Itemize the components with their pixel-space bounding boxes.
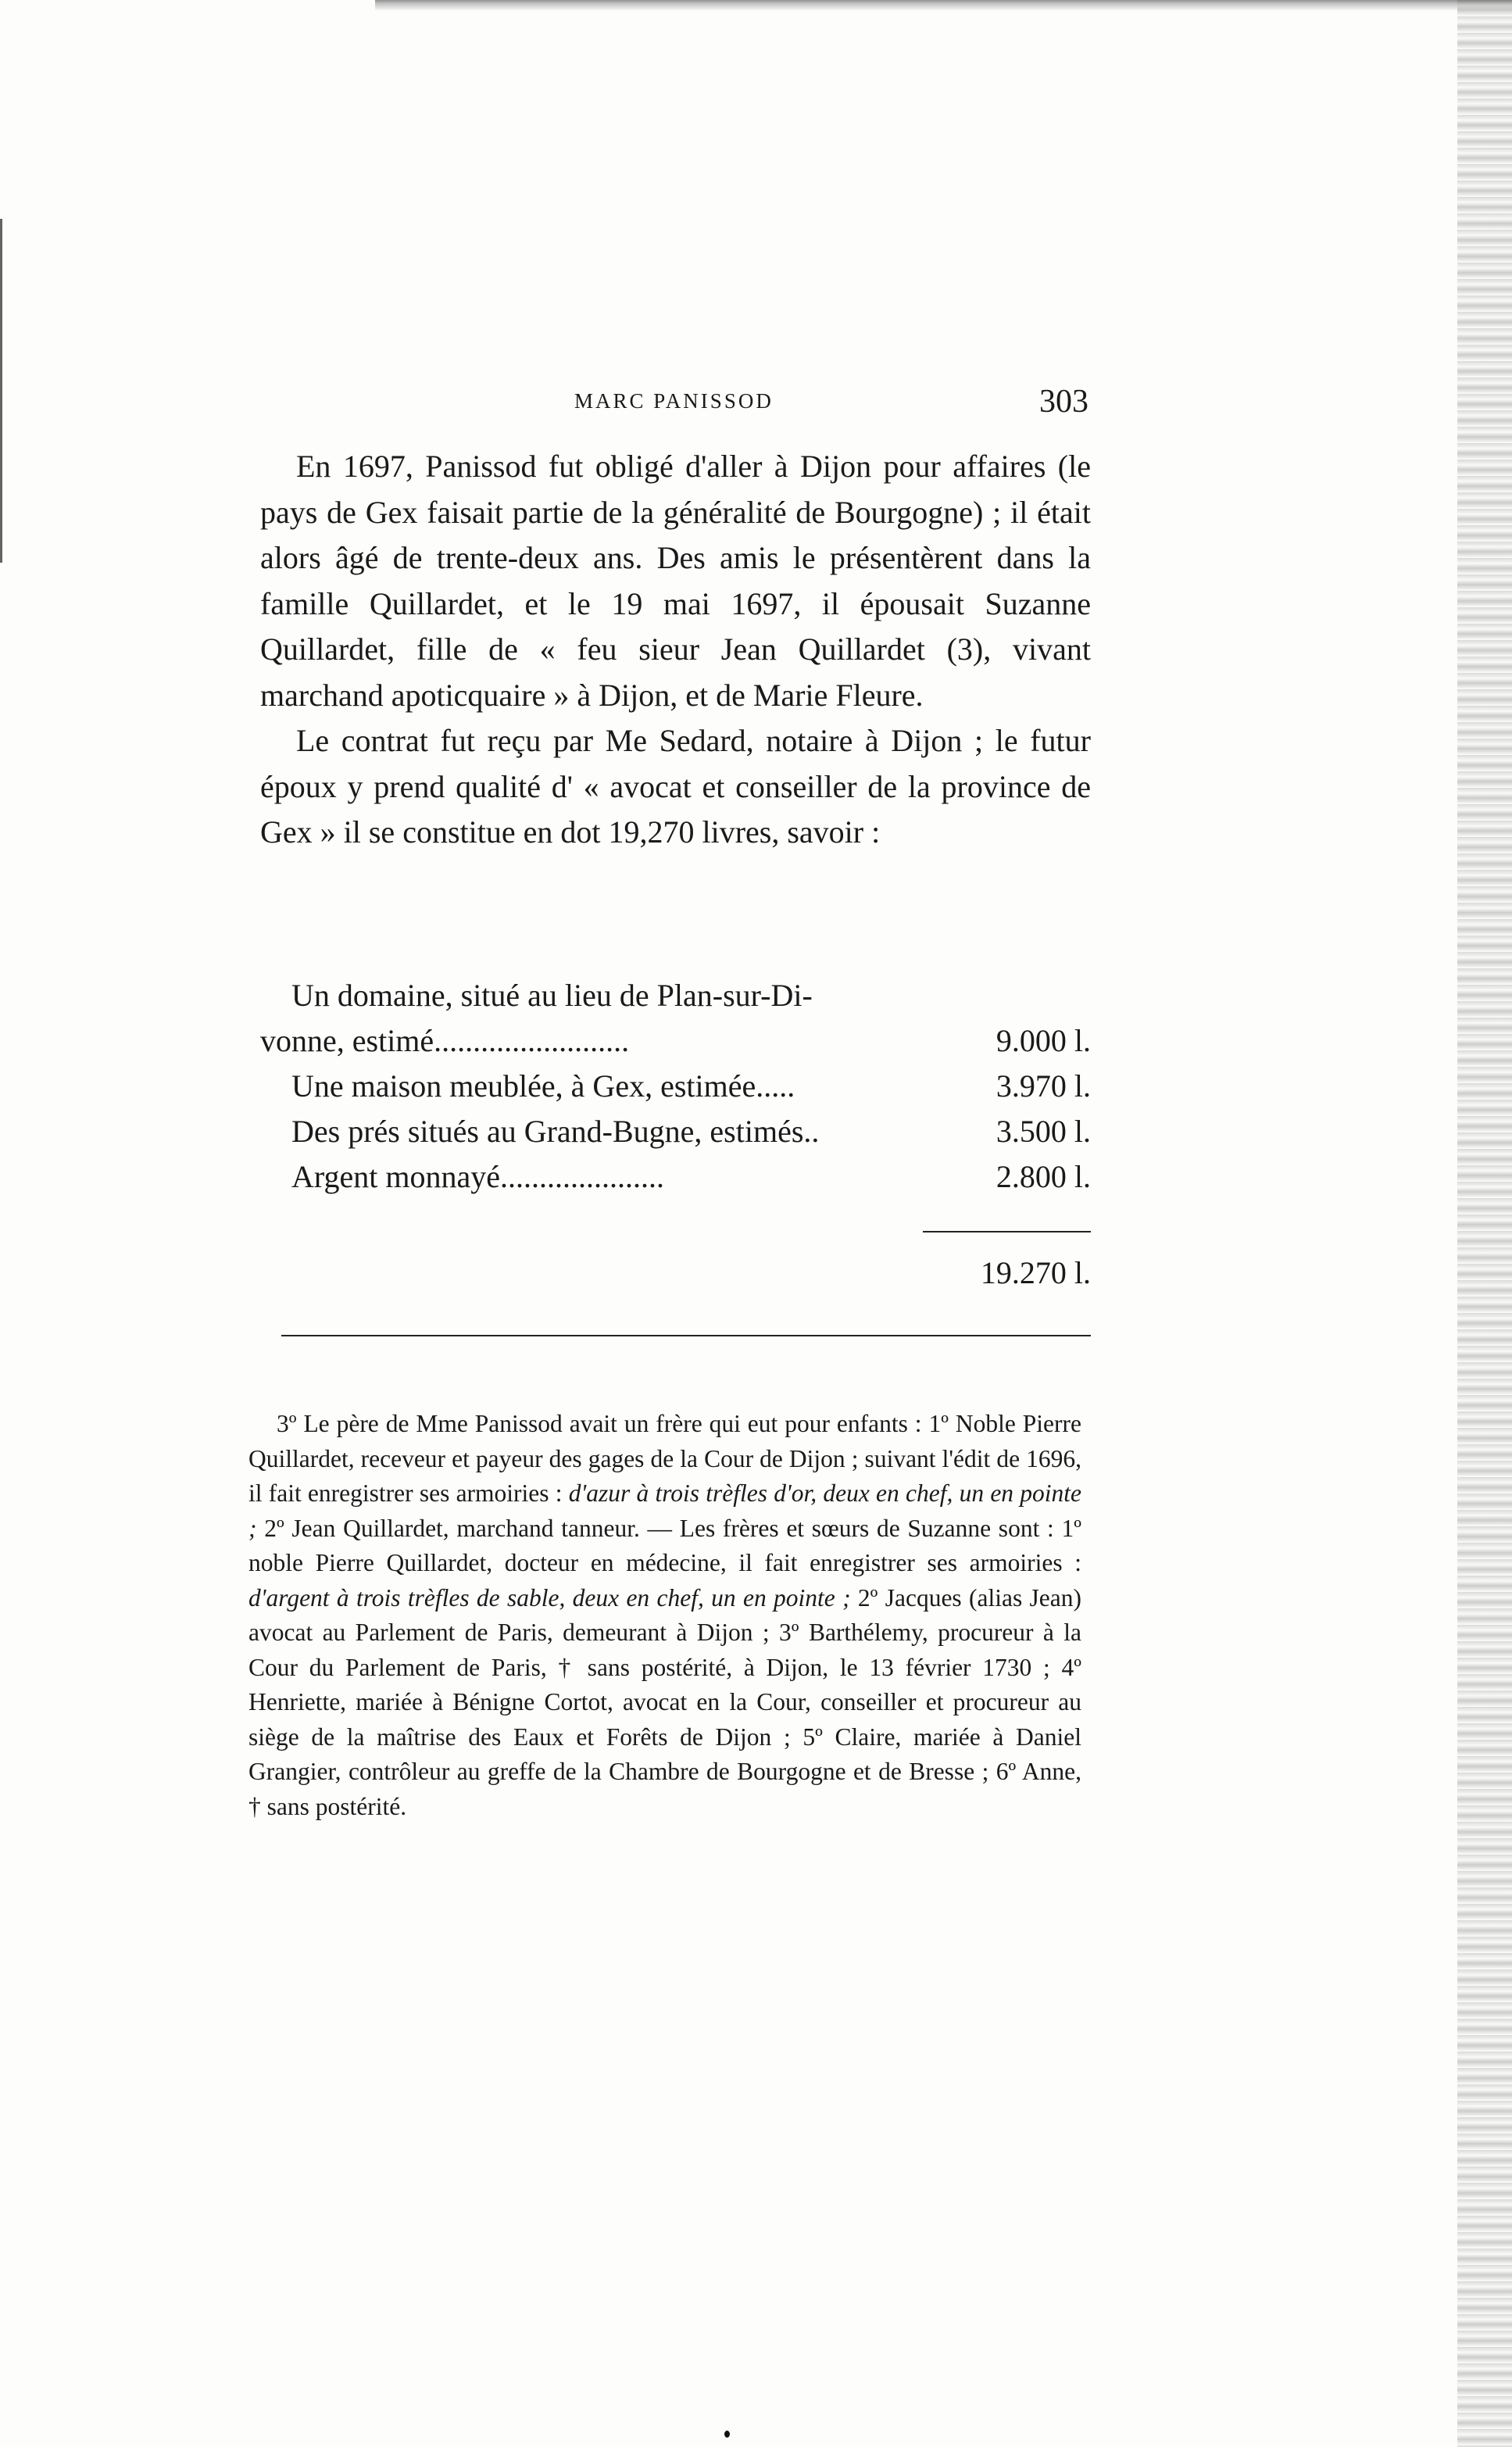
scan-edge-top: [375, 0, 1512, 11]
footnote-text-3: 2º Jacques (alias Jean) avocat au Parlement de Paris, demeurant à Dijon ; 3º Barthélemy, procureur à la Cour du Parlement de Paris, † sans postérité, à Dijon, le 13 février 1730 ; 4º Henriette, mariée à Bénigne Cortot, avocat en la Cour, conseiller et procureur au siège de la maîtrise des Eaux et Forêts de Dijon ; 5º Claire, mariée à Daniel Grangier, contrôleur au greffe de la Chambre de Bourgogne et de Bresse ; 6º Anne, † sans postérité.: [248, 1583, 1082, 1820]
footnote-text-2: 2º Jean Quillardet, marchand tanneur. — Les frères et sœurs de Suzanne sont : 1º noble Pierre Quillardet, docteur en médecine, il fait enregistrer ses armoiries :: [248, 1514, 1081, 1576]
estate-list: [260, 973, 1091, 1290]
estate-label: Un domaine, situé au lieu de Plan-sur-Di-: [291, 978, 813, 1013]
estate-label: Une maison meublée, à Gex, estimée.....: [291, 1068, 795, 1104]
body-text: [260, 444, 1091, 856]
estate-row: [260, 1109, 1091, 1154]
page-number: 303: [1039, 384, 1088, 420]
estate-row: [260, 1064, 1091, 1109]
scan-edge-right: [1457, 0, 1512, 2447]
scan-edge-left: [0, 219, 2, 563]
total-rule: [923, 1231, 1091, 1232]
estate-row: [260, 973, 1091, 1018]
estate-label: Des prés situés au Grand-Bugne, estimés..: [291, 1114, 820, 1149]
estate-amount: 9.000 l.: [995, 1023, 1091, 1058]
estate-amount: 3.970 l.: [995, 1068, 1091, 1104]
scan-speck: [724, 2431, 730, 2438]
paragraph-contract: Le contrat fut reçu par Me Sedard, notaire à Dijon ; le futur époux y prend qualité d' « avocat et conseiller de la province de Gex » il se constitue en dot 19,270 livres, savoir :: [260, 723, 1091, 850]
footnote-text-1: 3º Le père de Mme Panissod avait un frère qui eut pour enfants : 1º Noble Pierre Quillardet, receveur et payeur des gages de la Cour de Dijon ; suivant l'édit de 1696, il fait enregistrer ses armoiries :: [248, 1410, 1081, 1507]
footnote-arms-2: d'argent à trois trèfles de sable, deux en chef, un en pointe ;: [248, 1583, 851, 1612]
running-head: MARC PANISSOD: [574, 389, 774, 413]
estate-amount: 2.800 l.: [995, 1159, 1091, 1194]
paragraph-marriage: En 1697, Panissod fut obligé d'aller à Dijon pour affaires (le pays de Gex faisait partie de la généralité de Bourgogne) ; il était alors âgé de trente-deux ans. Des amis le présentèrent dans la famille Quillardet, et le 19 mai 1697, il épousait Suzanne Quillardet, fille de « feu sieur Jean Quillardet (3), vivant marchand apoticquaire » à Dijon, et de Marie Fleure.: [260, 449, 1091, 713]
estate-row: [260, 1154, 1091, 1200]
estate-amount: 3.500 l.: [995, 1114, 1091, 1149]
estate-label: vonne, estimé.........................: [260, 1023, 630, 1058]
footnote-arms-1: d'azur à trois trèfles d'or, deux en chef, un en pointe ;: [248, 1479, 1082, 1542]
estate-label: Argent monnayé.....................: [291, 1159, 664, 1194]
footnote: [248, 1407, 1081, 1824]
footnote-separator: [281, 1335, 1091, 1336]
estate-total: 19.270 l.: [980, 1255, 1091, 1290]
estate-row: [260, 1018, 1091, 1064]
